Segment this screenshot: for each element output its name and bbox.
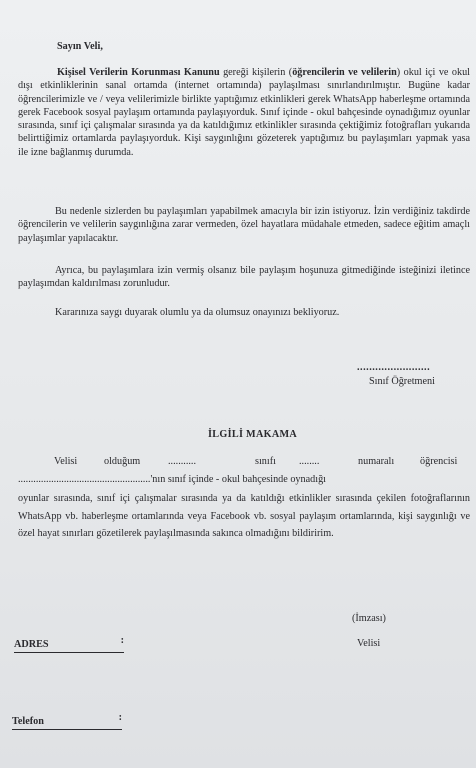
paragraph-3: Ayrıca, bu paylaşımlara izin vermiş olsanız bile paylaşım hoşunuza gitmediğinde isteğinizi iletince paylaşımdan kaldırılması zorunludur. — [18, 265, 470, 290]
parent-label: Velisi — [357, 638, 381, 649]
paragraph-1 — [18, 66, 470, 159]
paragraph-4: Kararınıza saygı duyarak olumlu ya da olumsuz onayınızı bekliyoruz. — [55, 307, 340, 318]
phone-field — [12, 711, 122, 730]
form-velisi: Velisi — [54, 456, 78, 467]
student-name-blank: .................................................... — [18, 474, 151, 485]
law-name: Kişisel Verilerin Korunması Kanunu — [57, 67, 220, 78]
number-blank: ........ — [299, 456, 320, 467]
salutation: Sayın Veli, — [57, 41, 103, 52]
form-numarali: numaralı — [358, 456, 395, 467]
form-sinifi: sınıfı — [255, 456, 276, 467]
address-label: ADRES — [14, 639, 49, 650]
class-blank: ........... — [168, 456, 197, 467]
form-oldugum: olduğum — [104, 456, 141, 467]
address-field — [14, 634, 124, 653]
student-name-line — [18, 473, 326, 486]
phone-label: Telefon — [12, 716, 44, 727]
p1-text-a: gereği kişilerin ( — [219, 67, 293, 78]
form-body: oyunlar sırasında, sınıf içi çalışmalar sırasında ya da katıldığı etkinlikler sırasında çekilen fotoğraflarının WhatsApp vb. haberleşme ortamlarında veya Facebook vb. sosyal paylaşım ortamlarında, kişi saygınlığı ve özel hayat sınırları gözetilerek paylaşılmasında sakınca olmadığını bildiririm. — [18, 493, 470, 540]
student-name-rest: 'nın sınıf içinde - okul bahçesinde oynadığı — [150, 474, 326, 485]
p1-text-b: ) okul içi ve okul dışı etkinliklerinin sanal ortamda (internet ortamında) paylaşılması sınırlandırılmıştır. Bugüne kadar öğrencilerimizle ve / veya velilerimizle birlikte yaptığımız etkinlikleri gerek WhatsApp haberleşme ortamında gerek Facebook sosyal paylaşım ortamında paylaşıyorduk. Sınıf içinde - okul bahçesinde oynadığımız oyunlar sırasında, sınıf içi çalışmalar sırasında ya da katıldığımız etkinlikler sırasında çektiğimiz fotoğrafları yukarıda belirttiğimiz ortamlarda paylaşıyorduk. Kişi saygınlığını gözeterek yaptığımız bu paylaşımları yapmak yasa ile izne bağlanmış durumda. — [18, 67, 470, 158]
teacher-signature-label: Sınıf Öğretmeni — [369, 376, 435, 387]
address-colon: : — [120, 635, 124, 646]
signature-label: (İmzası) — [352, 613, 386, 624]
phone-colon: : — [118, 712, 122, 723]
form-title: İLGİLİ MAKAMA — [208, 429, 298, 440]
paragraph-2: Bu nedenle sizlerden bu paylaşımları yapabilmek amacıyla bir izin istiyoruz. İzin verdiğiniz takdirde öğrencilerin ve velilerin saygınlığına zarar vermeden, özel hayatlara müdahale etmeden, sadece eğitim amaçlı paylaşımlar yapılacaktır. — [18, 206, 470, 244]
form-ogrencisi: öğrencisi — [420, 456, 458, 467]
signature-dots: ........................ — [357, 362, 431, 373]
affected-persons: öğrencilerin ve velilerin — [292, 67, 397, 78]
